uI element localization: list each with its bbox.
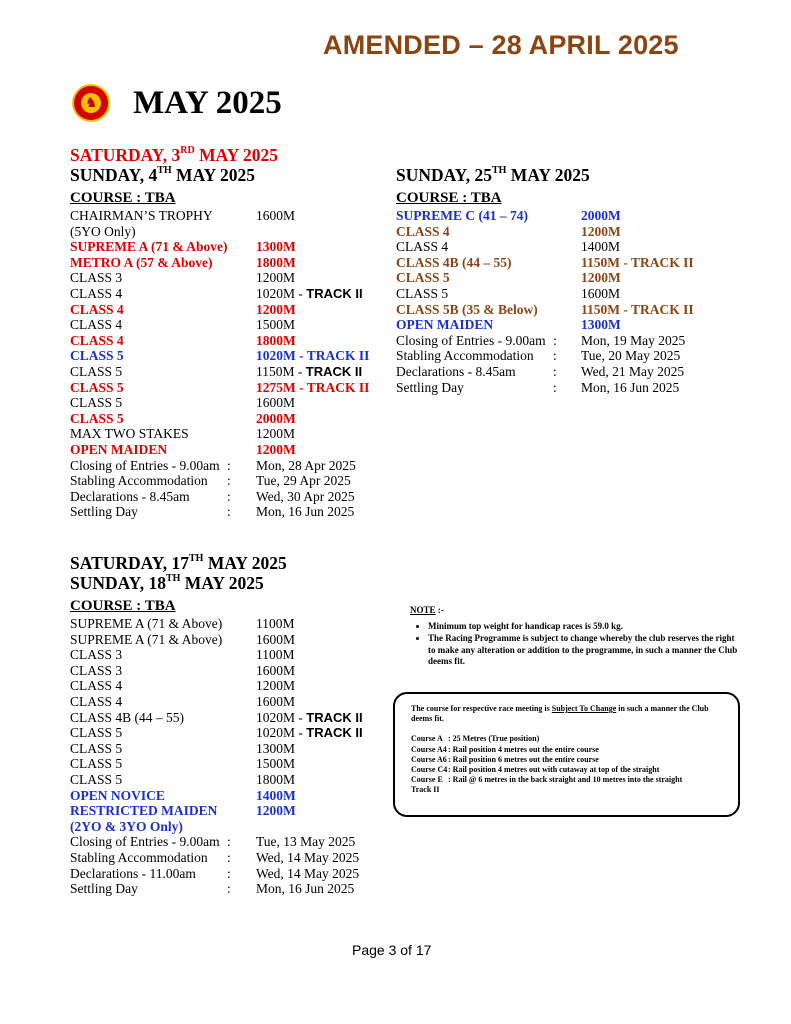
course-desc: : Rail position 6 metres out the entire course [448, 754, 599, 764]
race-distance: 1500M [256, 756, 296, 772]
race-name: SUPREME A (71 & Above) [70, 239, 228, 255]
race-distance: 1600M [256, 694, 296, 709]
race-name: CLASS 4 [396, 223, 450, 239]
club-logo-icon: ♞ [72, 84, 110, 122]
schedule-colon: : [227, 881, 231, 897]
schedule-colon: : [227, 865, 231, 881]
course-desc: : Rail position 4 metres out the entire course [448, 744, 599, 754]
block3-day1: SATURDAY, 17TH MAY 2025 [70, 553, 287, 573]
race-name: CLASS 5B (35 & Below) [396, 301, 538, 317]
schedule-colon: : [553, 332, 557, 348]
race-distance: 1275M - TRACK II [256, 379, 370, 395]
race-name: CLASS 5 [70, 379, 124, 395]
race-name: CLASS 4 [70, 301, 124, 317]
race-name: OPEN MAIDEN [396, 317, 494, 333]
schedule-value: Mon, 19 May 2025 [581, 332, 686, 348]
course-desc: : 25 Metres (True position) [448, 734, 540, 744]
note-title-suffix: :- [435, 605, 444, 615]
schedule-colon: : [227, 457, 231, 473]
race-distance: 1300M [581, 317, 621, 333]
race-distance: 1200M [256, 442, 296, 457]
schedule-label: Stabling Accommodation [70, 473, 208, 489]
race-distance: 1100M [256, 616, 295, 631]
course-key: Course E [411, 775, 443, 785]
course-list [411, 734, 731, 785]
course-key: Course A [411, 734, 443, 744]
block1-day1: SATURDAY, 3RD MAY 2025 [70, 145, 278, 165]
schedule-label: Declarations - 8.45am [70, 488, 190, 504]
race-distance: 1200M [256, 270, 296, 286]
course-key: Course C4 [411, 765, 448, 775]
block1-course: COURSE : TBA [70, 190, 176, 206]
race-name: CLASS 4B (44 – 55) [70, 709, 185, 725]
race-name: CLASS 3 [70, 662, 123, 678]
race-name: CLASS 4 [70, 317, 123, 333]
schedule-value: Mon, 16 Jun 2025 [581, 379, 680, 395]
race-distance: 1600M [581, 286, 621, 301]
race-name: OPEN MAIDEN [70, 442, 168, 457]
block1-day2: SUNDAY, 4TH MAY 2025 [70, 165, 255, 185]
race-distance: 1150M - TRACK II [581, 301, 694, 317]
schedule-label: Closing of Entries - 9.00am [396, 332, 546, 348]
schedule-colon: : [227, 504, 231, 520]
page-number: Page 3 of 17 [352, 942, 432, 958]
race-distance: 1300M [256, 239, 296, 255]
race-name: CLASS 5 [70, 364, 123, 379]
month-title: MAY 2025 [133, 85, 282, 121]
race-name: (2YO & 3YO Only) [70, 818, 183, 834]
race-name: SUPREME A (71 & Above) [70, 631, 223, 647]
race-name: CLASS 5 [70, 772, 123, 787]
race-distance: 1020M - TRACK II [256, 348, 370, 364]
race-distance: 1400M [256, 787, 296, 803]
schedule-label: Closing of Entries - 9.00am [70, 834, 220, 850]
race-distance: 1500M [256, 317, 296, 333]
schedule-value: Mon, 16 Jun 2025 [256, 881, 355, 897]
race-distance: 1020M - TRACK II [256, 286, 363, 301]
race-distance: 1200M [581, 223, 621, 239]
race-distance: 1020M - TRACK II [256, 709, 363, 725]
course-item [411, 765, 731, 775]
course-item [411, 745, 731, 755]
note-item: • Minimum top weight for handicap races is 59.0 kg. [428, 621, 740, 633]
schedule-label: Declarations - 11.00am [70, 865, 196, 881]
race-distance: 1100M [256, 647, 295, 663]
course-item [411, 775, 731, 785]
race-name: OPEN NOVICE [70, 787, 165, 803]
race-distance: 1600M [256, 208, 296, 223]
schedule-value: Wed, 14 May 2025 [256, 865, 360, 881]
race-name: CLASS 4 [70, 678, 123, 694]
schedule-label: Declarations - 8.45am [396, 364, 516, 379]
schedule-value: Tue, 13 May 2025 [256, 834, 356, 850]
race-name: CLASS 5 [70, 725, 123, 741]
course-item [411, 755, 731, 765]
schedule-colon: : [553, 364, 557, 379]
course-info-text [411, 704, 731, 796]
course-info-intro: The course for respective race meeting is Subject To Change in such a manner the Club deems fit. [411, 704, 709, 724]
note-title: NOTE [410, 605, 436, 615]
race-name: CLASS 4 [396, 239, 449, 255]
race-distance: 1020M - TRACK II [256, 725, 363, 741]
schedule-colon: : [227, 473, 231, 489]
course-desc: : Rail @ 6 metres in the back straight and 10 metres into the straight [448, 775, 683, 785]
schedule-colon: : [227, 834, 231, 850]
race-name: CLASS 5 [396, 270, 450, 286]
race-distance: 1600M [256, 662, 296, 678]
race-name: CLASS 3 [70, 270, 123, 286]
schedule-value: Mon, 28 Apr 2025 [256, 457, 356, 473]
track-label: TRACK II [305, 364, 363, 379]
track-label: TRACK II [306, 709, 363, 725]
schedule-value: Wed, 21 May 2025 [581, 364, 685, 379]
track-label: TRACK II [306, 725, 363, 741]
block3-day2: SUNDAY, 18TH MAY 2025 [70, 573, 264, 593]
schedule-colon: : [227, 850, 231, 865]
note-item: • The Racing Programme is subject to change whereby the club reserves the right to make any alteration or addition to the programme, in such a manner the Club deems fit. [428, 633, 740, 668]
race-name: SUPREME C (41 – 74) [396, 208, 528, 223]
schedule-colon: : [553, 348, 557, 364]
race-distance: 1300M [256, 740, 296, 756]
course-key: Course A4 [411, 744, 447, 754]
race-name: CLASS 5 [70, 740, 123, 756]
race-distance: 1800M [256, 332, 296, 348]
course-tail: Track II [411, 785, 440, 795]
race-name: (5YO Only) [70, 223, 136, 239]
block3-course: COURSE : TBA [70, 598, 176, 614]
race-distance: 2000M [581, 208, 621, 223]
schedule-value: Tue, 20 May 2025 [581, 348, 681, 364]
race-distance: 1600M [256, 395, 296, 411]
race-name: CLASS 4B (44 – 55) [396, 254, 512, 270]
race-name: SUPREME A (71 & Above) [70, 616, 223, 631]
course-key: Course A6 [411, 754, 447, 764]
race-distance: 1200M [256, 678, 296, 694]
race-name: METRO A (57 & Above) [70, 254, 213, 270]
race-name: CLASS 5 [396, 286, 449, 301]
schedule-label: Settling Day [70, 881, 138, 897]
race-distance: 1150M - TRACK II [581, 254, 694, 270]
note-section [410, 605, 740, 669]
track-label: TRACK II [306, 286, 363, 301]
schedule-value: Wed, 30 Apr 2025 [256, 488, 355, 504]
schedule-value: Tue, 29 Apr 2025 [256, 473, 351, 489]
race-name: RESTRICTED MAIDEN [70, 803, 218, 819]
schedule-value: Wed, 14 May 2025 [256, 850, 360, 865]
race-name: CLASS 4 [70, 286, 123, 301]
schedule-label: Settling Day [396, 379, 464, 395]
schedule-label: Settling Day [70, 504, 138, 520]
race-distance: 1200M [581, 270, 621, 286]
schedule-value: Mon, 16 Jun 2025 [256, 504, 355, 520]
race-name: CLASS 5 [70, 348, 124, 364]
course-desc: : Rail position 4 metres out with cutaway at top of the straight [448, 765, 660, 775]
race-name: CHAIRMAN’S TROPHY [70, 208, 213, 223]
race-name: MAX TWO STAKES [70, 426, 189, 442]
race-distance: 1150M - TRACK II [256, 364, 363, 379]
block2-day1: SUNDAY, 25TH MAY 2025 [396, 165, 590, 185]
course-item [411, 734, 731, 744]
race-distance: 1400M [581, 239, 621, 255]
race-name: CLASS 3 [70, 647, 123, 663]
race-distance: 1200M [256, 301, 296, 317]
block2-course: COURSE : TBA [396, 190, 502, 206]
race-distance: 1800M [256, 254, 296, 270]
race-distance: 1200M [256, 803, 296, 819]
race-name: CLASS 4 [70, 332, 124, 348]
schedule-label: Closing of Entries - 9.00am [70, 457, 220, 473]
race-distance: 1600M [256, 631, 296, 647]
race-name: CLASS 4 [70, 694, 123, 709]
amended-notice: AMENDED – 28 APRIL 2025 [323, 30, 679, 60]
race-name: CLASS 5 [70, 756, 123, 772]
schedule-colon: : [553, 379, 557, 395]
schedule-label: Stabling Accommodation [396, 348, 534, 364]
race-distance: 1200M [256, 426, 296, 442]
race-distance: 2000M [256, 410, 296, 426]
schedule-label: Stabling Accommodation [70, 850, 208, 865]
schedule-colon: : [227, 488, 231, 504]
race-name: CLASS 5 [70, 410, 124, 426]
race-name: CLASS 5 [70, 395, 123, 411]
race-distance: 1800M [256, 772, 296, 787]
